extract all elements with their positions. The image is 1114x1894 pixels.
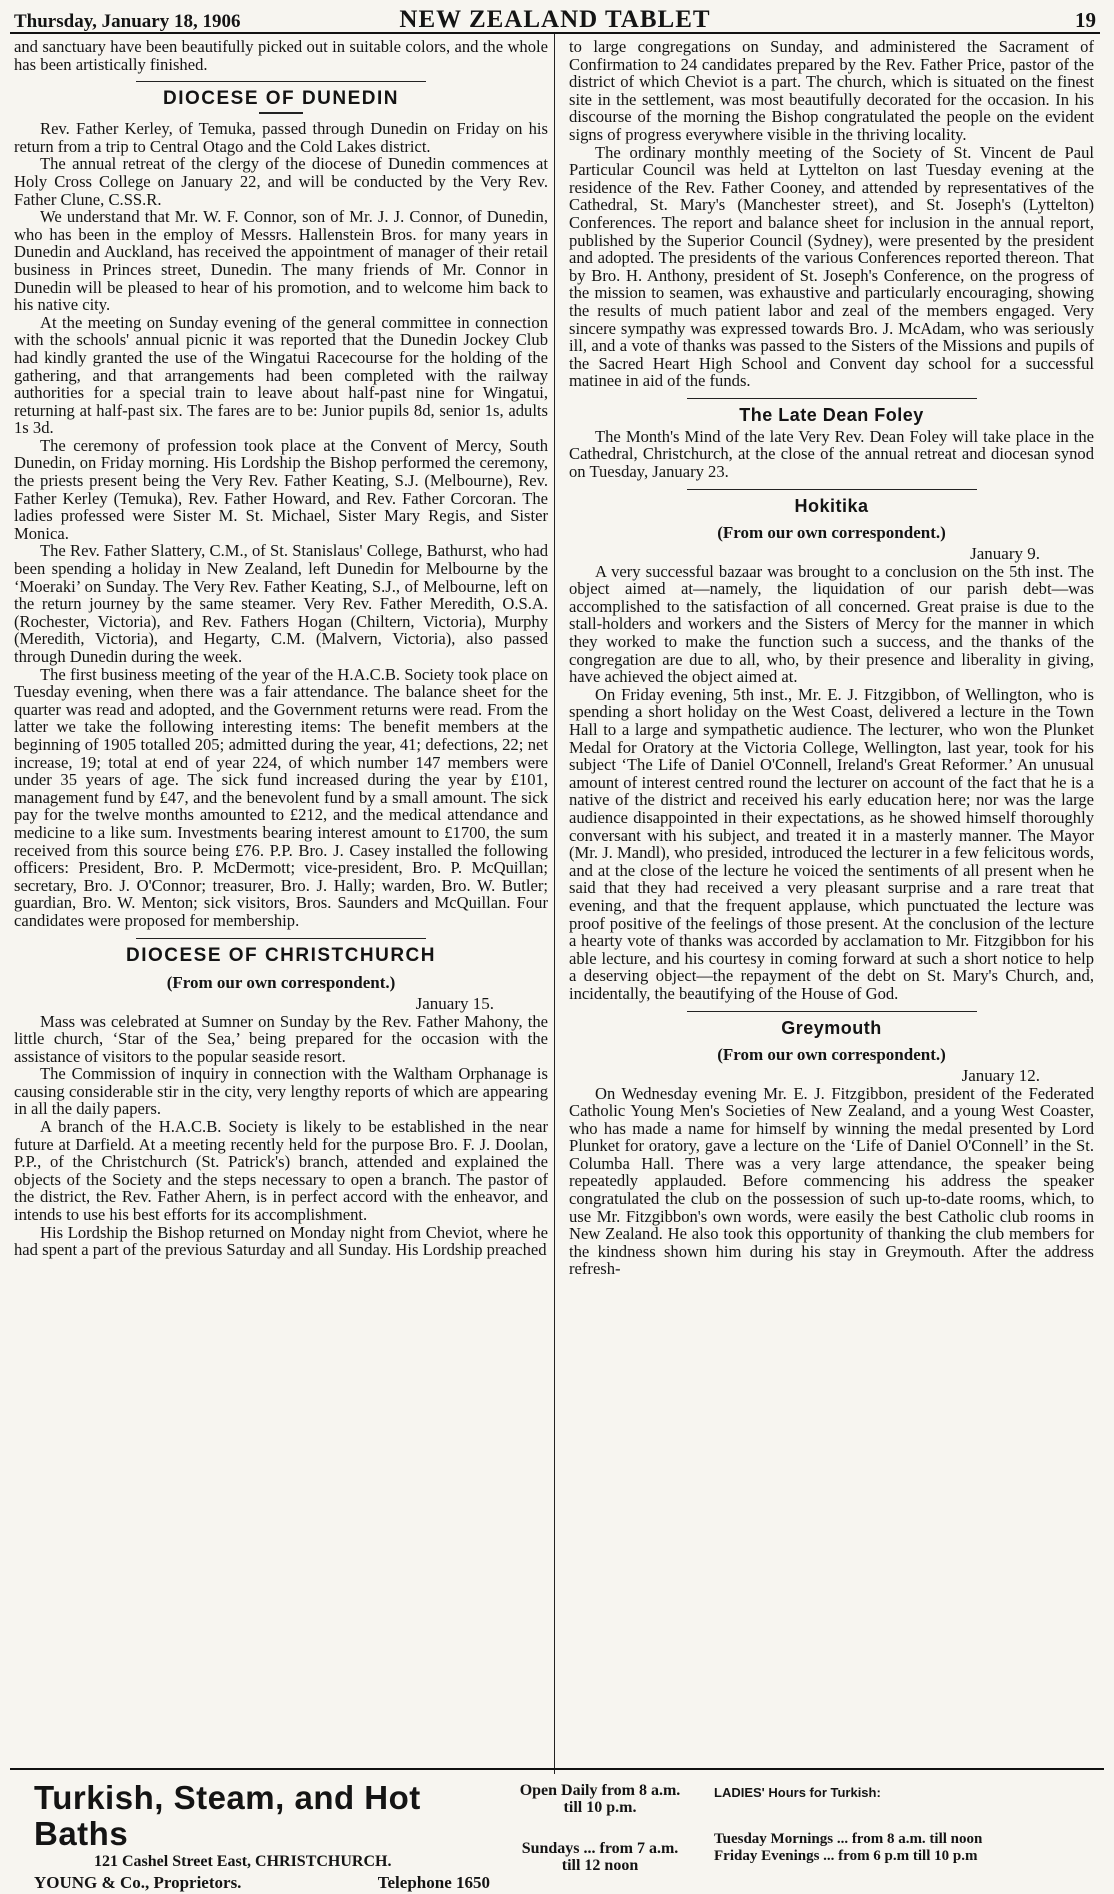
dunedin-paragraph: The annual retreat of the clergy of the diocese of Dunedin commences at Holy Cross College on January 22, and will be conducted by the Very Rev. Father Clune, C.SS.R. <box>14 154 548 209</box>
hokitika-heading: Hokitika <box>794 495 869 516</box>
header-date: Thursday, January 18, 1906 <box>14 11 241 32</box>
ad-open-daily: Open Daily from 8 a.m. <box>519 1782 681 1799</box>
ad-ladies-block <box>700 1780 1104 1865</box>
foley-paragraph: The Month's Mind of the late Very Rev. Dean Foley will take place in the Cathedral, Christchurch, at the close of the annual retreat and diocesan synod on Tuesday, January 23. <box>569 426 1094 482</box>
ad-telephone: Telephone 1650 <box>377 1873 490 1892</box>
greymouth-dateline: January 12. <box>961 1065 1040 1085</box>
ad-sundays-to: till 12 noon <box>561 1857 639 1874</box>
left-intro: and sanctuary have been beautifully picked out in suitable colors, and the whole has been artistically finished. <box>14 37 548 74</box>
left-column <box>10 34 555 1774</box>
masthead-title: NEW ZEALAND TABLET <box>399 6 711 33</box>
greymouth-paragraph: On Wednesday evening Mr. E. J. Fitzgibbon, president of the Federated Catholic Young Men's Societies of New Zealand, and a young West Coaster, who has made a name for himself by winning the medal presented by Lord Plunket for oratory, gave a lecture on the ‘Life of Daniel O'Connell’ in the St. Columba Hall. There was a very large attendance, the speaker being repeatedly applauded. Before commencing his address the speaker congratulated the club on the possession of such up-to-date rooms, which, to use Mr. Fitzgibbon's own words, were easily the best Catholic club rooms in New Zealand. He also took this opportunity of thanking the club members for the kindness shown him during his stay in Greymouth. After the address refresh- <box>569 1083 1094 1279</box>
columns <box>10 34 1100 1774</box>
foley-heading: The Late Dean Foley <box>739 404 924 425</box>
dunedin-paragraph: The first business meeting of the year of the H.A.C.B. Society took place on Tuesday evening, when there was a fair attendance. The balance sheet for the quarter was read and adopted, and the Government returns were read. From the latter we take the following interesting items: The benefit members at the beginning of 1905 totalled 205; admitted during the year, 41; defections, 22; net increase, 19; total at end of year 224, of which number 147 members were under 35 years of age. The sick fund increased during the year by £101, management fund by £47, and the benevolent fund by a small amount. The sick pay for the twelve months amounted to £212, and the medical attendance and medicine to a like sum. Investments bearing interest amount to £1700, the sum received from this source being £76. P.P. Bro. J. Casey installed the following officers: President, Bro. P. McDermott; vice-president, Bro. P. McQuillan; secretary, Bro. J. O'Connor; treasurer, Bro. J. Hally; warden, Bro. W. Butler; guardian, Bro. W. Menton; sick visitors, Bros. Saunders and McQuillan. Four candidates were proposed for membership. <box>14 664 548 930</box>
christchurch-subheading: (From our own correspondent.) <box>166 972 396 992</box>
section-divider <box>136 81 426 82</box>
section-divider <box>687 489 977 490</box>
dunedin-paragraph: The Rev. Father Slattery, C.M., of St. Stanislaus' College, Bathurst, who had been spending a holiday in New Zealand, left Dunedin for Melbourne by the ‘Moeraki’ on Sunday. The Very Rev. Father Keating, S.J., of Melbourne, left on the return journey by the same steamer. Very Rev. Father Meredith, O.S.A. (Rochester, Victoria), and Rev. Fathers Hogan (Chiltern, Victoria), Murphy (Meredith, Victoria), and Hegarty, C.M. (Malvern, Victoria), also passed through Dunedin during the week. <box>14 541 548 666</box>
section-divider <box>687 1011 977 1012</box>
dunedin-heading: DIOCESE OF DUNEDIN <box>162 88 400 110</box>
dunedin-paragraph: We understand that Mr. W. F. Connor, son of Mr. J. J. Connor, of Dunedin, who has been in the employ of Messrs. Hallenstein Bros. for many years in Dunedin and Auckland, has received the appointment of manager of their retail business in Princes street, Dunedin. The many friends of Mr. Connor in Dunedin will be pleased to hear of his promotion, and to welcome him back to his native city. <box>14 207 548 315</box>
ad-address: 121 Cashel Street East, CHRISTCHURCH. <box>94 1853 392 1870</box>
christchurch-paragraph: A branch of the H.A.C.B. Society is likely to be established in the near future at Darfield. At a meeting recently held for the purpose Bro. F. J. Doolan, P.P., of the Christchurch (St. Patrick's) branch, attended and explained the objects of the Society and the steps necessary to open a branch. The pastor of the district, the Rev. Father Ahern, is in perfect accord with the enheavor, and intends to use his best efforts for its accomplishment. <box>14 1117 548 1225</box>
ad-proprietor-line <box>10 1872 500 1894</box>
page-header <box>10 6 1100 34</box>
right-intro: to large congregations on Sunday, and administered the Sacrament of Confirmation to 24 candidates prepared by the Rev. Father Price, pastor of the district of which Cheviot is a part. The church, which is situated on the finest site in the settlement, was most beautifully decorated for the occasion. In his discourse of the morning the Bishop congratulated the people on the evident signs of progress everywhere visible in the thriving locality. <box>569 37 1094 144</box>
page-number: 19 <box>1075 8 1096 32</box>
baths-advertisement <box>10 1768 1104 1892</box>
hokitika-paragraph: A very successful bazaar was brought to a conclusion on the 5th inst. The object aimed at—namely, the liquidation of our parish debt—was accomplished to the satisfaction of all concerned. Great praise is due to the stall-holders and workers and the Sisters of Mercy for the manner in which they worked to make the function such a success, and the thanks of the congregation are due to all, who, by their presence and liberality in giving, have achieved the object aimed at. <box>569 561 1094 687</box>
ad-hours-block <box>500 1780 700 1874</box>
heading-underline <box>259 112 303 114</box>
dunedin-paragraph: At the meeting on Sunday evening of the general committee in connection with the schools' annual picnic it was reported that the Dunedin Jockey Club had kindly granted the use of the Wingatui Racecourse for the holding of the gathering, and that arrangements had been completed with the railway authorities for a special train to leave about half-past nine for Wingatui, returning at half-past six. The fares are to be: Junior pupils 8d, senior 1s, adults 1s 3d. <box>14 312 548 438</box>
ad-open-daily-to: till 10 p.m. <box>563 1799 637 1816</box>
christchurch-heading: DIOCESE OF CHRISTCHURCH <box>125 944 436 966</box>
section-divider <box>687 398 977 399</box>
hokitika-paragraph: On Friday evening, 5th inst., Mr. E. J. Fitzgibbon, of Wellington, who is spending a short holiday on the West Coast, delivered a lecture in the Town Hall to a large and sympathetic audience. The lecturer, who won the Plunket Medal for Oratory at the Victoria College, Wellington, last year, took for his subject ‘The Life of Daniel O'Connell, Ireland's Great Reformer.’ An unusual amount of interest centred round the lecturer on account of the fact that he is a native of the district and received his early education here; nor was the large audience disappointed in their expectations, as he showed himself thoroughly conversant with his subject, and treated it in a masterly manner. The Mayor (Mr. J. Mandl), who presided, introduced the lecturer in a few felicitous words, and at the close of the lecture he voiced the sentiments of all present when he said that they had received a very pleasant surprise and a rare treat that evening, and that the frequent applause, which punctuated the lecture was proof positive of the feelings of those present. At the conclusion of the lecture a hearty vote of thanks was accorded by acclamation to Mr. Fitzgibbon for his able lecture, and his courtesy in coming forward at such a short notice to help a deserving object—the repayment of the debt on St. Mary's Church, and, incidentally, the beautifying of the House of God. <box>569 684 1094 1003</box>
dunedin-paragraph: Rev. Father Kerley, of Temuka, passed through Dunedin on Friday on his return from a trip to Central Otago and the Cold Lakes district. <box>14 119 548 156</box>
right-column <box>555 34 1100 1774</box>
ad-proprietors: YOUNG & Co., Proprietors. <box>34 1873 242 1892</box>
christchurch-paragraph: Mass was celebrated at Sumner on Sunday by the Rev. Father Mahony, the little church, ‘Star of the Sea,’ being prepared for the occasion with the assistance of visitors to the popular seaside resort. <box>14 1011 548 1066</box>
greymouth-heading: Greymouth <box>781 1017 882 1038</box>
ad-ladies-label: LADIES' Hours for Turkish: <box>714 1785 881 1800</box>
ad-sundays: Sundays ... from 7 a.m. <box>521 1840 679 1857</box>
ad-left-block <box>10 1780 500 1894</box>
ad-title: Turkish, Steam, and Hot Baths <box>34 1779 421 1852</box>
hokitika-subheading: (From our own correspondent.) <box>717 522 946 542</box>
dunedin-paragraph: The ceremony of profession took place at the Convent of Mercy, South Dunedin, on Friday morning. His Lordship the Bishop performed the ceremony, the priests present being the Very Rev. Father Keating, S.J. (Melbourne), Rev. Father Kerley (Temuka), Rev. Father Howard, and Rev. Father Corcoran. The ladies professed were Sister M. St. Michael, Sister Mary Regis, and Sister Monica. <box>14 435 548 543</box>
section-divider <box>136 938 426 939</box>
christchurch-paragraph: His Lordship the Bishop returned on Monday night from Cheviot, where he had spent a part of the previous Saturday and all Sunday. His Lordship preached <box>14 1222 548 1260</box>
ad-friday: Friday Evenings ... from 6 p.m till 10 p.m <box>714 1848 978 1864</box>
christchurch-dateline: January 15. <box>415 993 494 1013</box>
ad-tuesday: Tuesday Mornings ... from 8 a.m. till noon <box>714 1831 983 1847</box>
christchurch-paragraph: The Commission of inquiry in connection with the Waltham Orphanage is causing considerable stir in the city, very lengthy reports of which are appearing in all the daily papers. <box>14 1064 548 1119</box>
greymouth-subheading: (From our own correspondent.) <box>717 1044 946 1064</box>
hokitika-dateline: January 9. <box>970 543 1040 563</box>
vincent-paragraph: The ordinary monthly meeting of the Society of St. Vincent de Paul Particular Council was held at Lyttelton on last Tuesday evening at the residence of the Rev. Father Cooney, and attended by representatives of the Cathedral, St. Mary's (Manchester street), and St. Joseph's (Lyttelton) Conferences. The report and balance sheet for inclusion in the annual report, published by the Superior Council (Sydney), were presented by the president and adopted. The presidents of the various Conferences reported thereon. That by Bro. H. Anthony, president of St. Joseph's Conference, on the progress of the mission to seamen, was exhaustive and particularly encouraging, showing the results of much patient labor and zeal of the members engaged. Very sincere sympathy was expressed towards Bro. J. McAdam, who was seriously ill, and a vote of thanks was passed to the Sisters of the Missions and pupils of the Sacred Heart High School and Convent day school for a successful matinee in aid of the funds. <box>569 142 1094 391</box>
